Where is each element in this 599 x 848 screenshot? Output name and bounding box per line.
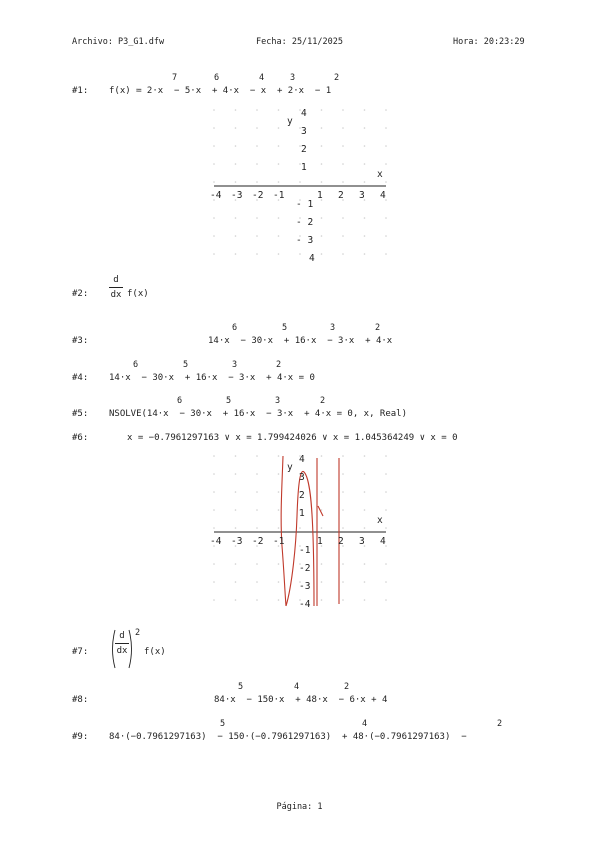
grid-dot: [256, 491, 258, 493]
grid-dot: [342, 581, 344, 583]
grid-dot: [256, 145, 258, 147]
entry-5-sup: 2: [320, 396, 326, 406]
grid-dot: [235, 581, 237, 583]
entry-2-derivative: [109, 275, 123, 300]
grid-dot: [385, 163, 387, 165]
entry-4-sup: 5: [183, 360, 189, 370]
grid-dot: [278, 509, 280, 511]
grid-dot: [213, 581, 215, 583]
grid-dot: [278, 181, 280, 183]
entry-5-expr: NSOLVE(14·x − 30·x + 16·x − 3·x + 4·x = 0, x, Real): [109, 409, 408, 419]
plot-1-y-tick: - 1: [296, 199, 314, 210]
grid-dot: [364, 581, 366, 583]
entry-3-sup: 2: [375, 323, 381, 333]
entry-3-sup: 3: [330, 323, 336, 333]
grid-dot: [256, 235, 258, 237]
plot-1-y-tick: 2: [301, 144, 307, 155]
grid-dot: [342, 163, 344, 165]
entry-1-label: #1:: [72, 86, 89, 96]
grid-dot: [256, 127, 258, 129]
grid-dot: [256, 509, 258, 511]
plot-1-x-tick: 3: [359, 190, 365, 201]
plot-2-y-tick: -4: [299, 599, 311, 610]
grid-dot: [299, 527, 301, 529]
grid-dot: [385, 509, 387, 511]
plot-1-svg: [200, 100, 400, 270]
plot-2-x-tick: -1: [273, 536, 285, 547]
grid-dot: [321, 109, 323, 111]
grid-dot: [364, 127, 366, 129]
grid-dot: [364, 217, 366, 219]
plot-1-x-tick: 4: [380, 190, 386, 201]
grid-dot: [256, 109, 258, 111]
grid-dot: [385, 491, 387, 493]
plot-2-x-tick: 1: [317, 536, 323, 547]
plot-2-x-label: x: [377, 515, 383, 526]
grid-dot: [364, 599, 366, 601]
grid-dot: [385, 127, 387, 129]
grid-dot: [213, 253, 215, 255]
grid-dot: [213, 127, 215, 129]
grid-dot: [278, 491, 280, 493]
grid-dot: [213, 509, 215, 511]
grid-dot: [235, 235, 237, 237]
entry-3-label: #3:: [72, 336, 89, 346]
grid-dot: [235, 599, 237, 601]
grid-dot: [256, 599, 258, 601]
grid-dot: [235, 163, 237, 165]
plot-1-y-tick: 4: [309, 253, 315, 264]
entry-9-label: #9:: [72, 732, 89, 742]
entry-2-label: #2:: [72, 289, 89, 299]
grid-dot: [235, 509, 237, 511]
grid-dot: [364, 181, 366, 183]
grid-dot: [321, 217, 323, 219]
grid-dot: [213, 473, 215, 475]
grid-dot: [321, 181, 323, 183]
grid-dot: [342, 235, 344, 237]
plot-1-x-tick: -3: [231, 190, 243, 201]
grid-dot: [235, 109, 237, 111]
grid-dot: [213, 163, 215, 165]
grid-dot: [364, 509, 366, 511]
grid-dot: [278, 455, 280, 457]
grid-dot: [364, 527, 366, 529]
entry-8-sup: 2: [344, 682, 350, 692]
entry-2-expr: f(x): [127, 289, 149, 299]
grid-dot: [385, 599, 387, 601]
grid-dot: [235, 181, 237, 183]
plot-2-y-tick: 3: [299, 472, 305, 483]
plot-1-y-tick: 3: [301, 126, 307, 137]
grid-dot: [256, 253, 258, 255]
right-paren: [129, 630, 132, 668]
plot-2-x-tick: 4: [380, 536, 386, 547]
fraction-bar: [115, 643, 129, 644]
grid-dot: [342, 253, 344, 255]
grid-dot: [342, 473, 344, 475]
page-number: Página: 1: [276, 802, 323, 812]
grid-dot: [364, 109, 366, 111]
grid-dot: [342, 217, 344, 219]
plot-2-y-label: y: [287, 462, 293, 473]
entry-7-label: #7:: [72, 647, 89, 657]
grid-dot: [342, 491, 344, 493]
grid-dot: [256, 473, 258, 475]
plot-1-y-tick: 1: [301, 162, 307, 173]
grid-dot: [385, 581, 387, 583]
grid-dot: [278, 145, 280, 147]
plot-2-y-tick: -3: [299, 581, 311, 592]
entry-7-power: 2: [135, 628, 141, 638]
grid-dot: [364, 563, 366, 565]
entry-1-sup: 4: [259, 73, 265, 83]
entry-1-sup: 3: [290, 73, 296, 83]
entry-5-sup: 5: [226, 396, 232, 406]
derivative-denominator: dx: [116, 646, 128, 656]
grid-dot: [278, 253, 280, 255]
grid-dot: [364, 145, 366, 147]
entry-4-sup: 3: [232, 360, 238, 370]
entry-1-sup: 7: [172, 73, 178, 83]
entry-9-sup: 2: [497, 719, 503, 729]
grid-dot: [321, 145, 323, 147]
grid-dot: [256, 217, 258, 219]
grid-dot: [385, 527, 387, 529]
plot-1-x-tick: 2: [338, 190, 344, 201]
grid-dot: [385, 109, 387, 111]
grid-dot: [213, 181, 215, 183]
grid-dot: [321, 581, 323, 583]
entry-1-sup: 6: [214, 73, 220, 83]
fraction-bar: [109, 287, 123, 288]
plot-1-y-tick: - 2: [296, 217, 314, 228]
grid-dot: [321, 163, 323, 165]
derivative-denominator: dx: [110, 290, 122, 300]
grid-dot: [235, 563, 237, 565]
grid-dot: [342, 563, 344, 565]
plot-1-x-tick: 1: [317, 190, 323, 201]
grid-dot: [299, 181, 301, 183]
entry-1-expr: f(x) ≔ 2·x − 5·x + 4·x − x + 2·x − 1: [109, 86, 332, 96]
grid-dot: [278, 235, 280, 237]
entry-4-label: #4:: [72, 373, 89, 383]
grid-dot: [385, 473, 387, 475]
plot-1-y-tick: 4: [301, 108, 307, 119]
grid-dot: [364, 163, 366, 165]
entry-8-expr: 84·x − 150·x + 48·x − 6·x + 4: [214, 695, 388, 705]
entry-5-sup: 6: [177, 396, 183, 406]
entry-4-sup: 2: [276, 360, 282, 370]
plot-1-x-tick: -1: [273, 190, 285, 201]
plot-2-y-tick: -2: [299, 563, 311, 574]
entry-5-label: #5:: [72, 409, 89, 419]
grid-dot: [213, 455, 215, 457]
derivative-fraction: [115, 631, 129, 656]
grid-dot: [278, 109, 280, 111]
grid-dot: [385, 217, 387, 219]
grid-dot: [278, 473, 280, 475]
grid-dot: [235, 145, 237, 147]
plot-1-grid: [213, 109, 387, 255]
grid-dot: [364, 253, 366, 255]
plot-1: [200, 100, 400, 270]
grid-dot: [213, 235, 215, 237]
grid-dot: [364, 455, 366, 457]
grid-dot: [321, 127, 323, 129]
grid-dot: [385, 455, 387, 457]
grid-dot: [342, 509, 344, 511]
plot-1-y-tick: - 3: [296, 235, 314, 246]
plot-2-x-tick: -4: [210, 536, 222, 547]
header-date: Fecha: 25/11/2025: [256, 37, 343, 47]
entry-5-sup: 3: [275, 396, 281, 406]
grid-dot: [321, 509, 323, 511]
header-file: Archivo: P3_G1.dfw: [72, 37, 165, 47]
entry-1-sup: 2: [334, 73, 340, 83]
entry-8-sup: 4: [294, 682, 300, 692]
grid-dot: [385, 253, 387, 255]
grid-dot: [235, 217, 237, 219]
grid-dot: [321, 235, 323, 237]
grid-dot: [256, 181, 258, 183]
plot-2-y-tick: 4: [299, 454, 305, 465]
entry-9-sup: 5: [220, 719, 226, 729]
grid-dot: [213, 599, 215, 601]
grid-dot: [256, 563, 258, 565]
grid-dot: [235, 253, 237, 255]
plot-2-y-tick: 2: [299, 490, 305, 501]
grid-dot: [342, 127, 344, 129]
entry-3-sup: 6: [232, 323, 238, 333]
plot-2-svg: [200, 446, 400, 616]
grid-dot: [321, 455, 323, 457]
plot-1-x-label: x: [377, 169, 383, 180]
plot-2: [200, 446, 400, 616]
plot-2-y-tick: -1: [299, 545, 311, 556]
grid-dot: [278, 217, 280, 219]
grid-dot: [213, 109, 215, 111]
grid-dot: [385, 563, 387, 565]
plot-2-x-tick: 2: [338, 536, 344, 547]
entry-6-label: #6:: [72, 433, 89, 443]
entry-9-expr: 84·(−0.7961297163) − 150·(−0.7961297163) + 48·(−0.7961297163) −: [109, 732, 467, 742]
grid-dot: [342, 599, 344, 601]
grid-dot: [299, 253, 301, 255]
grid-dot: [278, 563, 280, 565]
grid-dot: [278, 163, 280, 165]
grid-dot: [235, 473, 237, 475]
grid-dot: [321, 253, 323, 255]
grid-dot: [278, 527, 280, 529]
entry-9-sup: 4: [362, 719, 368, 729]
grid-dot: [256, 163, 258, 165]
entry-8-label: #8:: [72, 695, 89, 705]
plot-1-y-label: y: [287, 116, 293, 127]
grid-dot: [235, 455, 237, 457]
grid-dot: [385, 181, 387, 183]
grid-dot: [213, 527, 215, 529]
derivative-numerator: d: [119, 631, 125, 641]
grid-dot: [213, 217, 215, 219]
grid-dot: [342, 109, 344, 111]
derivative-numerator: d: [113, 275, 119, 285]
grid-dot: [235, 491, 237, 493]
plot-2-x-tick: -3: [231, 536, 243, 547]
entry-3-expr: 14·x − 30·x + 16·x − 3·x + 4·x: [208, 336, 393, 346]
grid-dot: [213, 491, 215, 493]
entry-8-sup: 5: [238, 682, 244, 692]
grid-dot: [385, 235, 387, 237]
grid-dot: [321, 491, 323, 493]
grid-dot: [256, 581, 258, 583]
grid-dot: [256, 527, 258, 529]
entry-3-sup: 5: [282, 323, 288, 333]
plot-2-x-tick: -2: [252, 536, 264, 547]
plot-1-x-tick: -2: [252, 190, 264, 201]
grid-dot: [385, 145, 387, 147]
grid-dot: [342, 145, 344, 147]
grid-dot: [321, 599, 323, 601]
grid-dot: [213, 563, 215, 565]
grid-dot: [364, 491, 366, 493]
grid-dot: [364, 473, 366, 475]
entry-7-derivative: [109, 628, 135, 670]
grid-dot: [278, 599, 280, 601]
grid-dot: [213, 145, 215, 147]
grid-dot: [235, 127, 237, 129]
header-time: Hora: 20:23:29: [453, 37, 525, 47]
grid-dot: [321, 527, 323, 529]
grid-dot: [278, 581, 280, 583]
grid-dot: [321, 563, 323, 565]
plot-2-x-tick: 3: [359, 536, 365, 547]
entry-6-expr: x = −0.7961297163 ∨ x = 1.799424026 ∨ x = 1.045364249 ∨ x = 0: [127, 433, 458, 443]
entry-7-expr: f(x): [144, 647, 166, 657]
grid-dot: [235, 527, 237, 529]
entry-4-sup: 6: [133, 360, 139, 370]
grid-dot: [256, 455, 258, 457]
grid-dot: [321, 473, 323, 475]
plot-2-y-tick: 1: [299, 508, 305, 519]
plot-1-x-tick: -4: [210, 190, 222, 201]
grid-dot: [342, 181, 344, 183]
grid-dot: [342, 455, 344, 457]
grid-dot: [342, 527, 344, 529]
grid-dot: [278, 127, 280, 129]
grid-dot: [364, 235, 366, 237]
entry-4-expr: 14·x − 30·x + 16·x − 3·x + 4·x = 0: [109, 373, 315, 383]
